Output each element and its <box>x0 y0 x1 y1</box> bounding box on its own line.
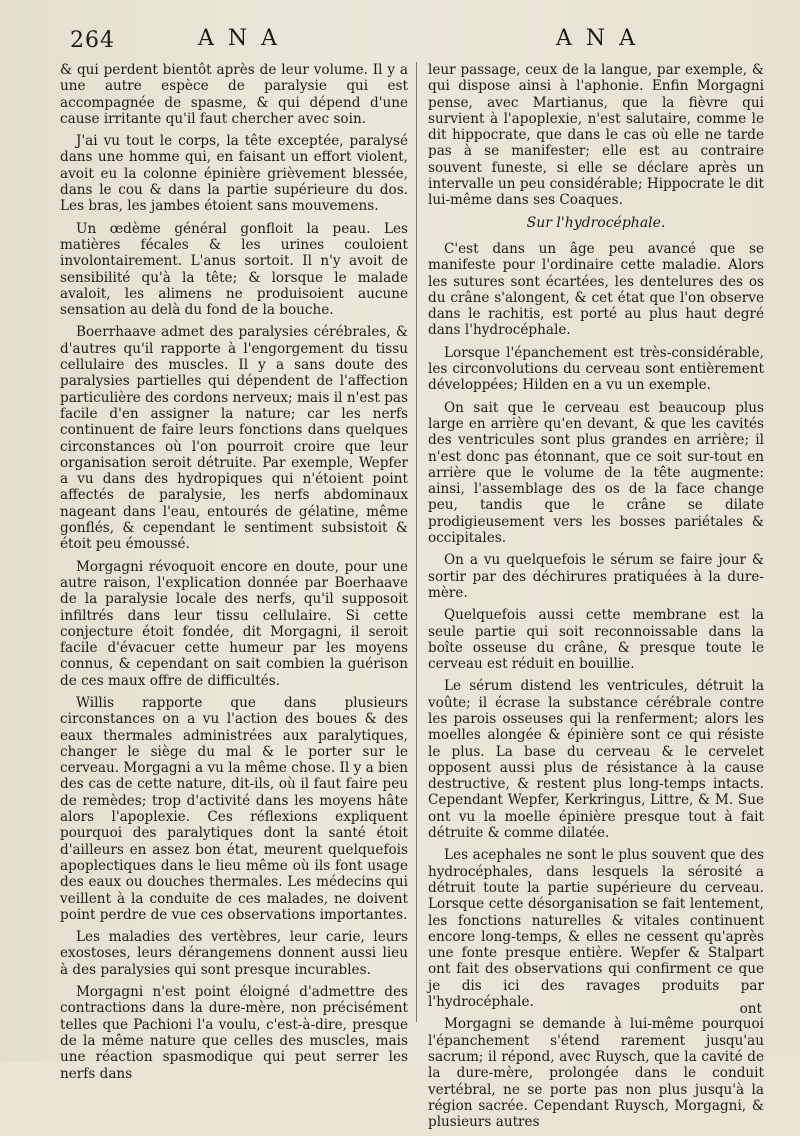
paragraph: On sait que le cerveau est beaucoup plus large en arrière qu'en devant, & que les cavités des ventricules sont plus grandes en arrière; il n'est donc pas étonnant, que ce soit sur-tout en arrière que le volume de la tête augmente: ainsi, l'assemblage des os de la face change peu, tandis que le crâne se dilate prodigieusement vers les bosses pariétales & occipitales. <box>428 399 764 547</box>
paragraph: C'est dans un âge peu avancé que se manifeste pour l'ordinaire cette maladie. Alors les sutures sont écartées, les dentelures des os du crâne s'alongent, & cet état que l'on observe dans le rachitis, est porté au plus haut degré dans l'hydrocéphale. <box>428 240 764 339</box>
paragraph: Le sérum distend les ventricules, détruit la voûte; il écrase la substance cérébrale contre les parois osseuses qui la renferment; alors les moelles alongée & épinière sont ce qui résiste le plus. La base du cerveau & le cervelet opposent aussi plus de résistance à la cause destructive, & restent plus long-temps intacts. Cependant Wepfer, Kerkringus, Littre, & M. Sue ont vu la moelle épinière presque tout à fait détruite & comme dilatée. <box>428 678 764 842</box>
page-number: 264 <box>70 28 115 53</box>
catchword: ont <box>739 1001 762 1017</box>
column-divider <box>416 62 417 1022</box>
right-column <box>428 62 764 1136</box>
paragraph: Quelquefois aussi cette membrane est la seule partie qui soit reconnoissable dans la boîte osseuse du crâne, & presque toute le cerveau est réduit en bouillie. <box>428 607 764 673</box>
running-head-left: ANA <box>198 26 292 51</box>
page-header <box>0 26 800 56</box>
paragraph: Morgagni révoquoit encore en doute, pour une autre raison, l'explication donnée par Boerhaave de la paralysie locale des nerfs, qu'il supposoit infiltrés dans leur tissu cellulaire. Si cette conjecture étoit fondée, dit Morgagni, il seroit facile d'évacuer cette humeur par les moyens connus, & cependant on sait combien la guérison de ces maux offre de difficultés. <box>60 558 408 689</box>
paragraph: leur passage, ceux de la langue, par exemple, & qui dispose ainsi à l'aphonie. Enfin Morgagni pense, avec Martianus, que la fièvre qui survient à l'apoplexie, n'est salutaire, comme le dit hippocrate, que dans le cas où elle ne tarde pas à se manifester; elle est au contraire souvent funeste, si elle se déclare après un intervalle un peu considérable; Hippocrate le dit lui-même dans ses Coaques. <box>428 62 764 209</box>
paragraph: J'ai vu tout le corps, la tête exceptée, paralysé dans une homme qui, en faisant un effort violent, avoit eu la colonne épinière grièvement blessée, dans le cou & dans la partie supérieure du dos. Les bras, les jambes étoient sans mouvemens. <box>60 133 408 215</box>
running-head-right: ANA <box>556 26 650 51</box>
paragraph: Les acephales ne sont le plus souvent que des hydrocéphales, dans lesquels la sérosité a détruit toute la partie supérieure du cerveau. Lorsque cette désorganisation se fait lentement, les fonctions naturelles & vitales continuent encore long-temps, & elles ne cessent qu'après une fonte presque entière. Wepfer & Stalpart ont fait des observations qui confirment ce que je dis ici des ravages produits par l'hydrocéphale. <box>428 847 764 1011</box>
paragraph: Willis rapporte que dans plusieurs circonstances on a vu l'action des boues & des eaux thermales administrées aux paralytiques, changer le siège du mal & le porter sur le cerveau. Morgagni a vu la même chose. Il y a bien des cas de cette nature, dit-ils, où il faut faire peu de remèdes; trop d'activité dans les moyens hâte alors l'apoplexie. Ces réflexions expliquent pourquoi des paralytiques dont la santé étoit d'ailleurs en assez bon état, meurent quelquefois apoplectiques dans le lieu même où ils font usage des eaux ou douches thermales. Les médecins qui veillent à la conduite de ces malades, ne doivent point perdre de vue ces observations importantes. <box>60 694 408 923</box>
section-heading: Sur l'hydrocéphale. <box>526 214 666 231</box>
paragraph: & qui perdent bientôt après de leur volume. Il y a une autre espèce de paralysie qui est accompagnée de spasme, & qui dépend d'une cause irritante qu'il faut chercher avec soin. <box>60 62 408 127</box>
paragraph: Morgagni se demande à lui-même pourquoi l'épanchement s'étend rarement jusqu'au sacrum; il répond, avec Ruysch, que la cavité de la dure-mère, prolongée dans le conduit vertébral, ne se porte pas non plus jusqu'à la région sacrée. Cependant Ruysch, Morgagni, & plusieurs autres <box>428 1016 764 1131</box>
paragraph: Morgagni n'est point éloigné d'admettre des contractions dans la dure-mère, non précisément telles que Pachioni l'a voulu, c'est-à-dire, presque de la même nature que celles des muscles, mais une réaction spasmodique qui peut serrer les nerfs dans <box>60 984 408 1082</box>
paragraph: Lorsque l'épanchement est très-considérable, les circonvolutions du cerveau sont entièrement développées; Hilden en a vu un exemple. <box>428 344 764 394</box>
paragraph: On a vu quelquefois le sérum se faire jour & sortir par des déchirures pratiquées à la dure-mère. <box>428 552 764 601</box>
paragraph: Les maladies des vertèbres, leur carie, leurs exostoses, leurs dérangemens donnent aussi lieu à des paralysies qui sont presque incurables. <box>60 929 408 978</box>
left-column <box>60 62 408 1088</box>
paragraph: Boerrhaave admet des paralysies cérébrales, & d'autres qu'il rapporte à l'engorgement du tissu cellulaire des muscles. Il y a sans doute des paralysies partielles qui dépendent de l'affection particulière des cordons nerveux; mais il n'est pas facile d'en assigner la nature; car les nerfs continuent de faire leurs fonctions dans quelques circonstances où l'on pourroit croire que leur organisation seroit détruite. Par exemple, Wepfer a vu dans des hydropiques qui n'étoient point affectés de paralysie, les nerfs abdominaux nageant dans l'eau, entourés de gélatine, même gonflés, & cependant le sentiment subsistoit & étoit peu émoussé. <box>60 324 408 553</box>
paragraph: Un œdème général gonfloit la peau. Les matières fécales & les urines couloient involontairement. L'anus sortoit. Il n'y avoit de sensibilité qu'à la tête; & lorsque le malade avaloit, les alimens ne produisoient aucune sensation au delà du fond de la bouche. <box>60 220 408 319</box>
